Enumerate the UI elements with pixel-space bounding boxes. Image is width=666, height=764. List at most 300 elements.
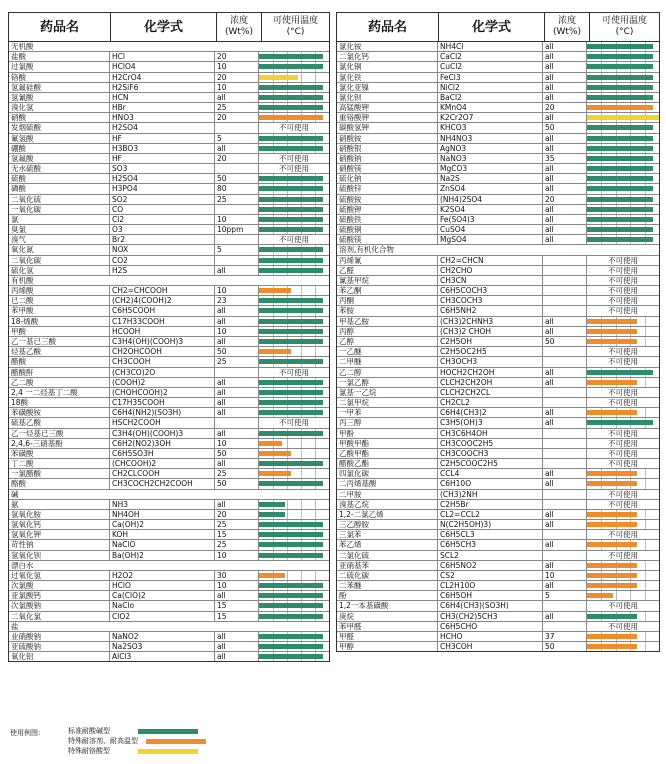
temperature-bar-green [259,217,323,222]
chemical-name: 氢氟酸 [9,154,110,163]
temperature-bar-green [259,532,323,537]
table-row [337,510,659,520]
temperature-bar-green [587,614,637,619]
temperature-bar-green [259,85,323,90]
chemical-name: 氰基甲烷 [337,276,438,285]
chemical-formula: MgCO3 [438,164,543,173]
table-row [337,337,659,347]
temperature-bar-green [587,44,653,49]
table-row [337,317,659,327]
temperature-cell [259,510,329,519]
chemical-name: 苯乙酮 [337,286,438,295]
temperature-cell [587,113,659,122]
temperature-bar-orange [259,471,291,476]
concentration: 50 [215,347,259,356]
concentration: 25 [215,103,259,112]
temperature-bar-green [259,247,323,252]
temperature-bar-orange [259,115,323,120]
gridline [315,449,316,458]
concentration [543,256,587,265]
temperature-bar-green [259,431,323,436]
table-row [9,113,329,123]
chemical-formula: H2SO4 [110,174,215,183]
table-row [337,184,659,194]
chemical-name: 18-烯酸 [9,317,110,326]
chemical-name: 氯 [9,215,110,224]
concentration [215,205,259,214]
temperature-cell [587,388,659,397]
table-row [337,83,659,93]
gridline [315,286,316,295]
temperature-cell [259,317,329,326]
temperature-bar-orange [587,522,637,527]
chemical-formula: (CH3)2CHNH3 [438,317,543,326]
chemical-formula: NH4Cl [438,42,543,51]
legend-standard [68,726,198,736]
temperature-bar-green [259,614,323,619]
temperature-bar-green [259,319,323,324]
temperature-cell [259,296,329,305]
chemical-formula: Cl2 [110,215,215,224]
chemical-formula: CCL4 [438,469,543,478]
chemical-name: 甲基乙胺 [337,317,438,326]
table-row [337,256,659,266]
chemical-name: 丙三醇 [337,418,438,427]
chemical-formula: (CH3CO)2O [110,368,215,377]
concentration [543,347,587,356]
temperature-bar-green [259,603,323,608]
not-usable-label: 不可使用 [608,265,638,275]
chemical-formula: Br2 [110,235,215,244]
temperature-cell [259,378,329,387]
legend-special-chromic-label: 特殊耐铬酸型 [68,747,110,755]
temperature-bar-green [587,75,653,80]
concentration: 80 [215,184,259,193]
temperature-bar-green [587,227,653,232]
temperature-bar-green [259,339,323,344]
concentration: 25 [215,520,259,529]
table-row [9,429,329,439]
concentration [543,388,587,397]
table-row [337,235,659,245]
concentration: all [543,93,587,102]
concentration: 5 [215,245,259,254]
temperature-bar-green [259,64,323,69]
chemical-name: 苯磺酸 [9,449,110,458]
chemical-formula: NiCl2 [438,83,543,92]
not-usable-label: 不可使用 [279,367,309,377]
concentration: 10ppm [215,225,259,234]
not-usable-label: 不可使用 [279,153,309,163]
concentration: all [543,561,587,570]
concentration: 10 [215,551,259,560]
table-row [337,357,659,367]
chemical-name: 苯甲醛 [337,622,438,631]
temperature-bar-green [259,400,323,405]
chemical-formula: C2H5OH [438,337,543,346]
temperature-cell [259,571,329,580]
temperature-bar-green [259,146,323,151]
temperature-bar-green [259,136,323,141]
chemical-formula: C6H5COOH [110,306,215,315]
table-row [9,73,329,83]
temperature-bar-green [587,186,653,191]
temperature-bar-orange [587,542,637,547]
chemical-name: 一乙醚 [337,347,438,356]
gridline [645,408,646,417]
chemical-name: 苯胺 [337,306,438,315]
chemical-formula: Ca(OH)2 [110,520,215,529]
table-row [9,286,329,296]
temperature-cell [587,408,659,417]
gridline [315,571,316,580]
concentration [543,306,587,315]
concentration: 50 [215,174,259,183]
concentration [543,357,587,366]
chemical-formula: CH3(CH2)5CH3 [438,612,543,621]
table-row [337,500,659,510]
chemical-name: 1,2-二氯乙烯 [337,510,438,519]
table-row [337,164,659,174]
concentration: all [215,591,259,600]
concentration: 50 [543,642,587,651]
temperature-cell [259,591,329,600]
chemical-formula: BaCl2 [438,93,543,102]
temperature-cell [259,83,329,92]
concentration: 20 [215,113,259,122]
table-row [9,93,329,103]
chemical-formula: (NH4)2SO4 [438,195,543,204]
table-row [9,184,329,194]
gridline [301,286,302,295]
chemical-name: 氯化亚镍 [337,83,438,92]
concentration: all [543,378,587,387]
temperature-cell [259,642,329,651]
temperature-cell [587,510,659,519]
table-row [9,327,329,337]
temperature-bar-orange [259,349,291,354]
temperature-bar-green [259,308,323,313]
table-row [9,642,329,652]
temperature-cell [259,103,329,112]
gridline [301,510,302,519]
chemical-name: 溴基乙烷 [337,500,438,509]
gridline [645,520,646,529]
temperature-cell [587,286,659,295]
concentration [543,622,587,631]
not-usable-label: 不可使用 [608,550,638,560]
temperature-bar-orange [587,339,637,344]
chemical-name: 硫化钠 [337,174,438,183]
chemical-name: 乙一烃基已三酸 [9,429,110,438]
temperature-cell [259,500,329,509]
temperature-bar-green [587,54,653,59]
not-usable-label: 不可使用 [279,164,309,174]
chemical-name: 无水硫酸 [9,164,110,173]
chemical-name: 铬酸 [9,73,110,82]
chemical-formula: C6H5COCH3 [438,286,543,295]
temperature-bar-green [259,410,323,415]
temperature-cell [587,103,659,112]
chemical-formula: Na2SO3 [110,642,215,651]
not-usable-label: 不可使用 [608,275,638,285]
temperature-cell [259,245,329,254]
temperature-cell [259,540,329,549]
chemical-formula: CuSO4 [438,225,543,234]
chemical-name: 丙酮 [337,296,438,305]
gridline [645,469,646,478]
chemical-formula: HF [110,154,215,163]
chemical-name: 硝酸铵 [337,134,438,143]
concentration: 50 [215,449,259,458]
chemical-formula: AlCl3 [110,652,215,661]
table-row [337,408,659,418]
concentration: 10 [215,215,259,224]
table-row [9,459,329,469]
temperature-bar-orange [587,329,637,334]
temperature-bar-orange [587,644,637,649]
table-row [337,581,659,591]
table-row [337,398,659,408]
temperature-bar-green [259,207,323,212]
temperature-bar-green [259,461,323,466]
temperature-bar-green [259,380,323,385]
concentration: 15 [215,612,259,621]
temperature-bar-orange [259,451,291,456]
table-row [337,144,659,154]
concentration: all [543,113,587,122]
table-row [337,62,659,72]
temperature-cell [587,52,659,61]
concentration: all [543,144,587,153]
chemical-formula: C17H35COOH [110,398,215,407]
gridline [315,510,316,519]
temperature-cell [259,134,329,143]
chemical-name: 乙醛 [337,266,438,275]
chemical-formula: N(C2H5OH)3) [438,520,543,529]
chemical-name: 乙二醇 [337,368,438,377]
temperature-cell [259,388,329,397]
temperature-bar-green [587,85,653,90]
concentration: all [215,266,259,275]
temperature-cell [587,642,659,651]
temperature-cell [587,144,659,153]
table-row [9,388,329,398]
table-row [9,632,329,642]
temperature-cell [587,357,659,366]
chemical-name: 过氯酸 [9,62,110,71]
concentration: all [543,418,587,427]
chemical-formula: Na2S [438,174,543,183]
temperature-cell [587,235,659,244]
header-name: 药品名 [337,13,439,41]
temperature-bar-yellow [259,75,298,80]
table-row [9,83,329,93]
not-usable-label: 不可使用 [279,123,309,133]
concentration [543,601,587,610]
temperature-cell [259,398,329,407]
chemical-name: 三乙醇胺 [337,520,438,529]
chemical-name: 庚烷 [337,612,438,621]
concentration: all [543,235,587,244]
chemical-formula: CL2=CCL2 [438,510,543,519]
chemical-formula: NaClO [110,540,215,549]
table-row [9,235,329,245]
table-row [337,225,659,235]
concentration [543,500,587,509]
chemical-formula: HCl [110,52,215,61]
table-row [9,164,329,174]
chemical-formula: ZnSO4 [438,184,543,193]
chemical-name: 氢氧化钡 [9,551,110,560]
table-row [337,306,659,316]
chemical-formula: (COOH)2 [110,378,215,387]
concentration: 10 [215,62,259,71]
concentration [543,449,587,458]
table-row [337,215,659,225]
section-label: 有机酸 [11,275,34,285]
chemical-formula: H2SiF6 [110,83,215,92]
concentration: 50 [543,337,587,346]
gridline [315,469,316,478]
header-conc-line1: 浓度 [557,16,576,26]
table-row [337,520,659,530]
temperature-cell [259,551,329,560]
temperature-bar-orange [259,441,282,446]
temperature-cell [587,225,659,234]
not-usable-label: 不可使用 [608,448,638,458]
concentration: 20 [543,103,587,112]
concentration: 37 [543,632,587,641]
concentration: all [543,215,587,224]
temperature-cell [259,174,329,183]
table-row [337,266,659,276]
chemical-formula: KMnO4 [438,103,543,112]
table-row [337,286,659,296]
chemical-name: 二硫化碳 [337,571,438,580]
temperature-bar-green [587,176,653,181]
section-row [9,42,329,52]
chemical-formula: CH3COOH [110,357,215,366]
temperature-cell [587,612,659,621]
chemical-name: 硝酸银 [337,144,438,153]
chemical-name: 硫化氢 [9,266,110,275]
table-row [9,123,329,133]
concentration: 25 [215,357,259,366]
chemical-formula: C6H4(CH3)2 [438,408,543,417]
temperature-bar-green [259,654,323,659]
temperature-bar-orange [259,573,285,578]
table-row [337,276,659,286]
temperature-bar-green [587,64,653,69]
chemical-formula: C17H33COOH [110,317,215,326]
table-row [337,490,659,500]
temperature-cell [259,123,329,132]
chemical-name: 2,4 一二烃基丁二酸 [9,388,110,397]
table-row [337,103,659,113]
temperature-bar-orange [587,593,613,598]
temperature-cell [587,276,659,285]
chemical-name: 乙二酸 [9,378,110,387]
temperature-cell [259,235,329,244]
table-row [9,479,329,489]
temperature-bar-orange [587,573,637,578]
chemical-name: 过氧化氢 [9,571,110,580]
header-concentration [217,13,262,41]
temperature-bar-green [587,237,653,242]
gridline [645,612,646,621]
temperature-cell [587,327,659,336]
table-row [9,591,329,601]
table-row [337,93,659,103]
concentration: 25 [215,540,259,549]
gridline [301,439,302,448]
not-usable-label: 不可使用 [608,398,638,408]
concentration: 23 [215,296,259,305]
chemical-name: 硫酸铵 [337,195,438,204]
header-temperature [262,13,329,41]
chemical-name: 氯化铜 [337,62,438,71]
temperature-cell [259,62,329,71]
table-row [9,418,329,428]
temperature-cell [259,225,329,234]
temperature-cell [259,429,329,438]
temperature-cell [587,429,659,438]
temperature-cell [587,337,659,346]
rows-left [9,42,329,661]
temperature-cell [587,93,659,102]
chemical-name: 二氧化硫 [9,195,110,204]
header-temperature [590,13,659,41]
chemical-name: 氨 [9,500,110,509]
concentration: all [215,93,259,102]
temperature-cell [259,459,329,468]
header-conc-line2: (Wt%) [552,27,581,37]
table-row [337,591,659,601]
chemical-name: 次氯酸钠 [9,601,110,610]
concentration: all [215,632,259,641]
gridline [645,591,646,600]
not-usable-label: 不可使用 [608,489,638,499]
temperature-bar-orange [587,634,637,639]
temperature-cell [587,184,659,193]
concentration: all [543,317,587,326]
concentration: all [543,612,587,621]
chemical-formula: C6H5CH3 [438,540,543,549]
table-row [337,388,659,398]
table-row [337,52,659,62]
temperature-cell [259,632,329,641]
temperature-cell [259,530,329,539]
gridline [645,479,646,488]
concentration [543,276,587,285]
chemical-formula: C6H5CL3 [438,530,543,539]
chemical-formula: HOCH2CH2OH [438,368,543,377]
chemical-name: 二氯甲烷 [337,398,438,407]
section-row [9,276,329,286]
temperature-cell [587,306,659,315]
chemical-formula: Ca(ClO)2 [110,591,215,600]
chemical-name: 硝酸 [9,113,110,122]
concentration: 20 [215,510,259,519]
not-usable-label: 不可使用 [608,438,638,448]
chemical-formula: HClO4 [110,62,215,71]
gridline [315,439,316,448]
concentration: all [215,459,259,468]
concentration: all [543,520,587,529]
chemical-name: 氧化氮 [9,245,110,254]
chemical-formula: CH2CL2 [438,398,543,407]
